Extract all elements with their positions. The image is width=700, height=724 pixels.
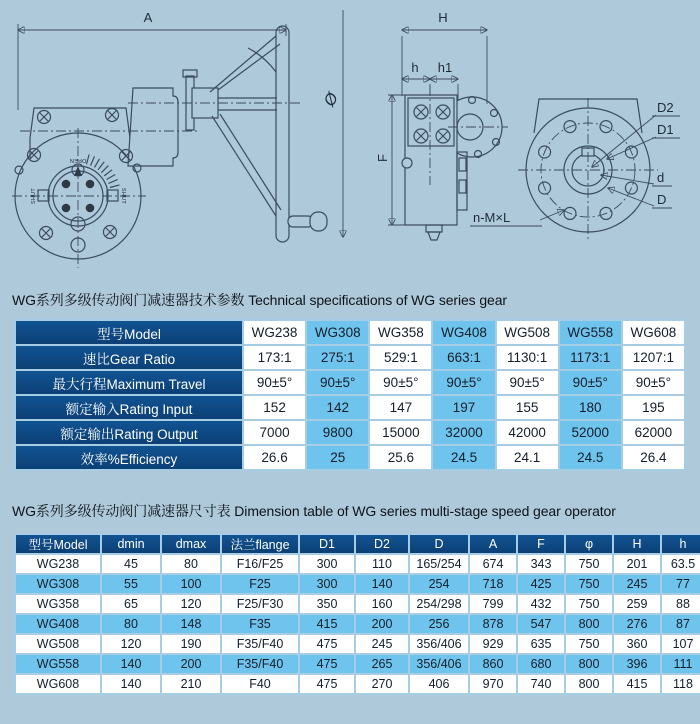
dimension-value-cell: 245 [613, 574, 661, 594]
dimension-value-cell: 750 [565, 594, 613, 614]
handwheel-rim [276, 26, 289, 242]
bolt-note-label: n-M×L [473, 210, 511, 225]
spec-row-label: 最大行程Maximum Travel [15, 370, 243, 395]
dial-open-label: OPEN [69, 157, 87, 163]
dimension-value-cell: F25/F30 [221, 594, 299, 614]
dimension-value-cell: 360 [613, 634, 661, 654]
dimension-value-cell: 350 [299, 594, 355, 614]
spec-row-label: 速比Gear Ratio [15, 345, 243, 370]
dimension-value-cell: 140 [355, 574, 409, 594]
dimension-table-row [15, 674, 700, 694]
spec-cell: 663:1 [432, 345, 495, 370]
dimension-value-cell: 107 [661, 634, 700, 654]
dimension-value-cell: 88 [661, 594, 700, 614]
dimension-value-cell: 799 [469, 594, 517, 614]
dimension-value-cell: 111 [661, 654, 700, 674]
spec-cell: 275:1 [306, 345, 369, 370]
spec-table [14, 319, 686, 471]
dimension-value-cell: 256 [409, 614, 469, 634]
spec-cell: WG608 [622, 320, 685, 345]
dimension-model-cell: WG238 [15, 554, 101, 574]
spec-table-row [15, 445, 685, 470]
dimension-header-cell: D1 [299, 534, 355, 554]
dimension-value-cell: 878 [469, 614, 517, 634]
dim-f-label: F [375, 154, 390, 162]
spec-table-row [15, 370, 685, 395]
dimension-value-cell: 750 [565, 574, 613, 594]
spec-cell: 32000 [432, 420, 495, 445]
dimension-value-cell: 200 [161, 654, 221, 674]
dimension-value-cell: 356/406 [409, 634, 469, 654]
dimension-value-cell: 254/298 [409, 594, 469, 614]
dimension-table-body [15, 534, 700, 694]
dimension-value-cell: 140 [101, 654, 161, 674]
spec-cell: 195 [622, 395, 685, 420]
spec-cell: WG408 [432, 320, 495, 345]
dimension-header-cell: h [661, 534, 700, 554]
spec-cell: 1207:1 [622, 345, 685, 370]
spec-cell: 155 [496, 395, 559, 420]
dimension-value-cell: 800 [565, 614, 613, 634]
dimension-value-cell: 77 [661, 574, 700, 594]
dimension-value-cell: 475 [299, 634, 355, 654]
dimension-value-cell: 80 [101, 614, 161, 634]
dimension-model-cell: WG408 [15, 614, 101, 634]
dimension-value-cell: 110 [355, 554, 409, 574]
dimension-section-heading: WG系列多级传动阀门减速器尺寸表 Dimension table of WG series multi-stage speed gear operator [12, 503, 616, 519]
dimension-value-cell: 120 [101, 634, 161, 654]
dimension-value-cell: 165/254 [409, 554, 469, 574]
spec-row-label: 效率%Efficiency [15, 445, 243, 470]
dimension-value-cell: 270 [355, 674, 409, 694]
dim-d1-label: D1 [657, 122, 674, 137]
dimension-value-cell: 100 [161, 574, 221, 594]
dimension-value-cell: F25 [221, 574, 299, 594]
dimension-value-cell: F35/F40 [221, 634, 299, 654]
dimension-value-cell: 860 [469, 654, 517, 674]
dimension-value-cell: 475 [299, 654, 355, 674]
dimension-value-cell: 432 [517, 594, 565, 614]
dimension-model-cell: WG358 [15, 594, 101, 614]
position-indicator-dial [31, 155, 126, 227]
spec-cell: WG558 [559, 320, 622, 345]
spec-section-heading: WG系列多级传动阀门减速器技术参数 Technical specifications of WG series gear [12, 292, 507, 308]
spec-cell: WG308 [306, 320, 369, 345]
spec-cell: 180 [559, 395, 622, 420]
spec-cell: 15000 [369, 420, 432, 445]
spec-table-row [15, 395, 685, 420]
dimension-value-cell: 970 [469, 674, 517, 694]
spec-cell: 24.1 [496, 445, 559, 470]
dimension-table-row [15, 654, 700, 674]
dimension-value-cell: 750 [565, 634, 613, 654]
dimension-table-header-row [15, 534, 700, 554]
dimension-value-cell: 265 [355, 654, 409, 674]
spec-cell: 90±5° [622, 370, 685, 395]
dimension-value-cell: 120 [161, 594, 221, 614]
spec-cell: 9800 [306, 420, 369, 445]
dimension-header-cell: 法兰flange [221, 534, 299, 554]
dimension-header-cell: D [409, 534, 469, 554]
dimension-value-cell: 259 [613, 594, 661, 614]
dimension-value-cell: 63.5 [661, 554, 700, 574]
spec-cell: 1173:1 [559, 345, 622, 370]
dimension-value-cell: F16/F25 [221, 554, 299, 574]
dial-shut-left-label: SHUT [31, 187, 37, 205]
dimension-header-cell: H [613, 534, 661, 554]
dimension-header-cell: dmin [101, 534, 161, 554]
spec-cell: 1130:1 [496, 345, 559, 370]
dimension-table-row [15, 554, 700, 574]
spec-table-row [15, 420, 685, 445]
dimension-model-cell: WG308 [15, 574, 101, 594]
dimension-value-cell: 800 [565, 654, 613, 674]
dimension-value-cell: 300 [299, 554, 355, 574]
dimension-value-cell: 356/406 [409, 654, 469, 674]
spec-cell: 90±5° [496, 370, 559, 395]
spec-cell: 529:1 [369, 345, 432, 370]
dim-a-label: A [143, 10, 153, 25]
dimension-value-cell: 929 [469, 634, 517, 654]
spec-cell: 173:1 [243, 345, 306, 370]
spec-cell: 62000 [622, 420, 685, 445]
spec-cell: 26.4 [622, 445, 685, 470]
spec-row-label: 额定输入Rating Input [15, 395, 243, 420]
dim-diameter-label: Ø [321, 90, 343, 110]
spec-cell: 147 [369, 395, 432, 420]
spec-cell: 7000 [243, 420, 306, 445]
dimension-value-cell: 254 [409, 574, 469, 594]
dim-h-label: H [438, 10, 448, 25]
dimension-header-cell: 型号Model [15, 534, 101, 554]
spec-row-label: 额定输出Rating Output [15, 420, 243, 445]
spec-cell: 142 [306, 395, 369, 420]
dimension-value-cell: 547 [517, 614, 565, 634]
spec-cell: 25 [306, 445, 369, 470]
handwheel-side-drawing [210, 10, 343, 242]
spec-cell: 90±5° [306, 370, 369, 395]
spec-cell: 42000 [496, 420, 559, 445]
spec-cell: WG508 [496, 320, 559, 345]
dimension-model-cell: WG608 [15, 674, 101, 694]
side-view-drawing [375, 10, 511, 240]
spec-cell: 90±5° [243, 370, 306, 395]
dial-shut-right-label: SHUT [120, 187, 126, 205]
spec-cell: WG238 [243, 320, 306, 345]
dimension-value-cell: 680 [517, 654, 565, 674]
handwheel-handle [288, 212, 327, 231]
spec-cell: 25.6 [369, 445, 432, 470]
dimension-header-cell: D2 [355, 534, 409, 554]
dimension-value-cell: 210 [161, 674, 221, 694]
dimension-value-cell: 750 [565, 554, 613, 574]
dimension-value-cell: 343 [517, 554, 565, 574]
dim-h-small-label: h [411, 60, 419, 75]
dimension-value-cell: 718 [469, 574, 517, 594]
dimension-value-cell: 475 [299, 674, 355, 694]
dimension-value-cell: 396 [613, 654, 661, 674]
dim-h1-label: h1 [437, 60, 453, 75]
technical-drawings [0, 0, 700, 282]
dimension-value-cell: 65 [101, 594, 161, 614]
dimension-header-cell: A [469, 534, 517, 554]
dimension-model-cell: WG558 [15, 654, 101, 674]
dimension-header-cell: dmax [161, 534, 221, 554]
dim-d-label: D [657, 192, 667, 207]
spec-cell: 24.5 [432, 445, 495, 470]
spec-cell: 90±5° [369, 370, 432, 395]
spec-table-row [15, 320, 685, 345]
dimension-value-cell: 148 [161, 614, 221, 634]
dimension-value-cell: F35 [221, 614, 299, 634]
dimension-model-cell: WG508 [15, 634, 101, 654]
spec-cell: 52000 [559, 420, 622, 445]
dimension-value-cell: F35/F40 [221, 654, 299, 674]
dimension-value-cell: 300 [299, 574, 355, 594]
dimension-value-cell: 190 [161, 634, 221, 654]
spec-cell: 24.5 [559, 445, 622, 470]
dimension-value-cell: 740 [517, 674, 565, 694]
dimension-value-cell: 55 [101, 574, 161, 594]
dimension-value-cell: 245 [355, 634, 409, 654]
dim-d-small-label: d [657, 170, 665, 185]
dim-d2-label: D2 [657, 100, 674, 115]
dimension-value-cell: 200 [355, 614, 409, 634]
dimension-table [14, 533, 700, 695]
dimension-value-cell: 674 [469, 554, 517, 574]
spec-table-row [15, 345, 685, 370]
dimension-value-cell: 201 [613, 554, 661, 574]
dimension-value-cell: 276 [613, 614, 661, 634]
spec-table-body [15, 320, 685, 470]
spec-cell: 90±5° [559, 370, 622, 395]
dimension-value-cell: 140 [101, 674, 161, 694]
dimension-table-row [15, 634, 700, 654]
spec-cell: 90±5° [432, 370, 495, 395]
dimension-table-row [15, 614, 700, 634]
dimension-value-cell: F40 [221, 674, 299, 694]
spec-cell: 152 [243, 395, 306, 420]
dimension-value-cell: 800 [565, 674, 613, 694]
spec-cell: 26.6 [243, 445, 306, 470]
dimension-header-cell: φ [565, 534, 613, 554]
dimension-value-cell: 635 [517, 634, 565, 654]
dimension-header-cell: F [517, 534, 565, 554]
dimension-value-cell: 415 [299, 614, 355, 634]
spec-cell: WG358 [369, 320, 432, 345]
dimension-value-cell: 406 [409, 674, 469, 694]
dimension-value-cell: 80 [161, 554, 221, 574]
dimension-value-cell: 415 [613, 674, 661, 694]
dimension-value-cell: 45 [101, 554, 161, 574]
dimension-value-cell: 425 [517, 574, 565, 594]
spec-row-label: 型号Model [15, 320, 243, 345]
dimension-table-row [15, 594, 700, 614]
dimension-table-row [15, 574, 700, 594]
spec-cell: 197 [432, 395, 495, 420]
front-view-drawing [12, 10, 300, 268]
dimension-value-cell: 160 [355, 594, 409, 614]
dimension-value-cell: 118 [661, 674, 700, 694]
dimension-value-cell: 87 [661, 614, 700, 634]
